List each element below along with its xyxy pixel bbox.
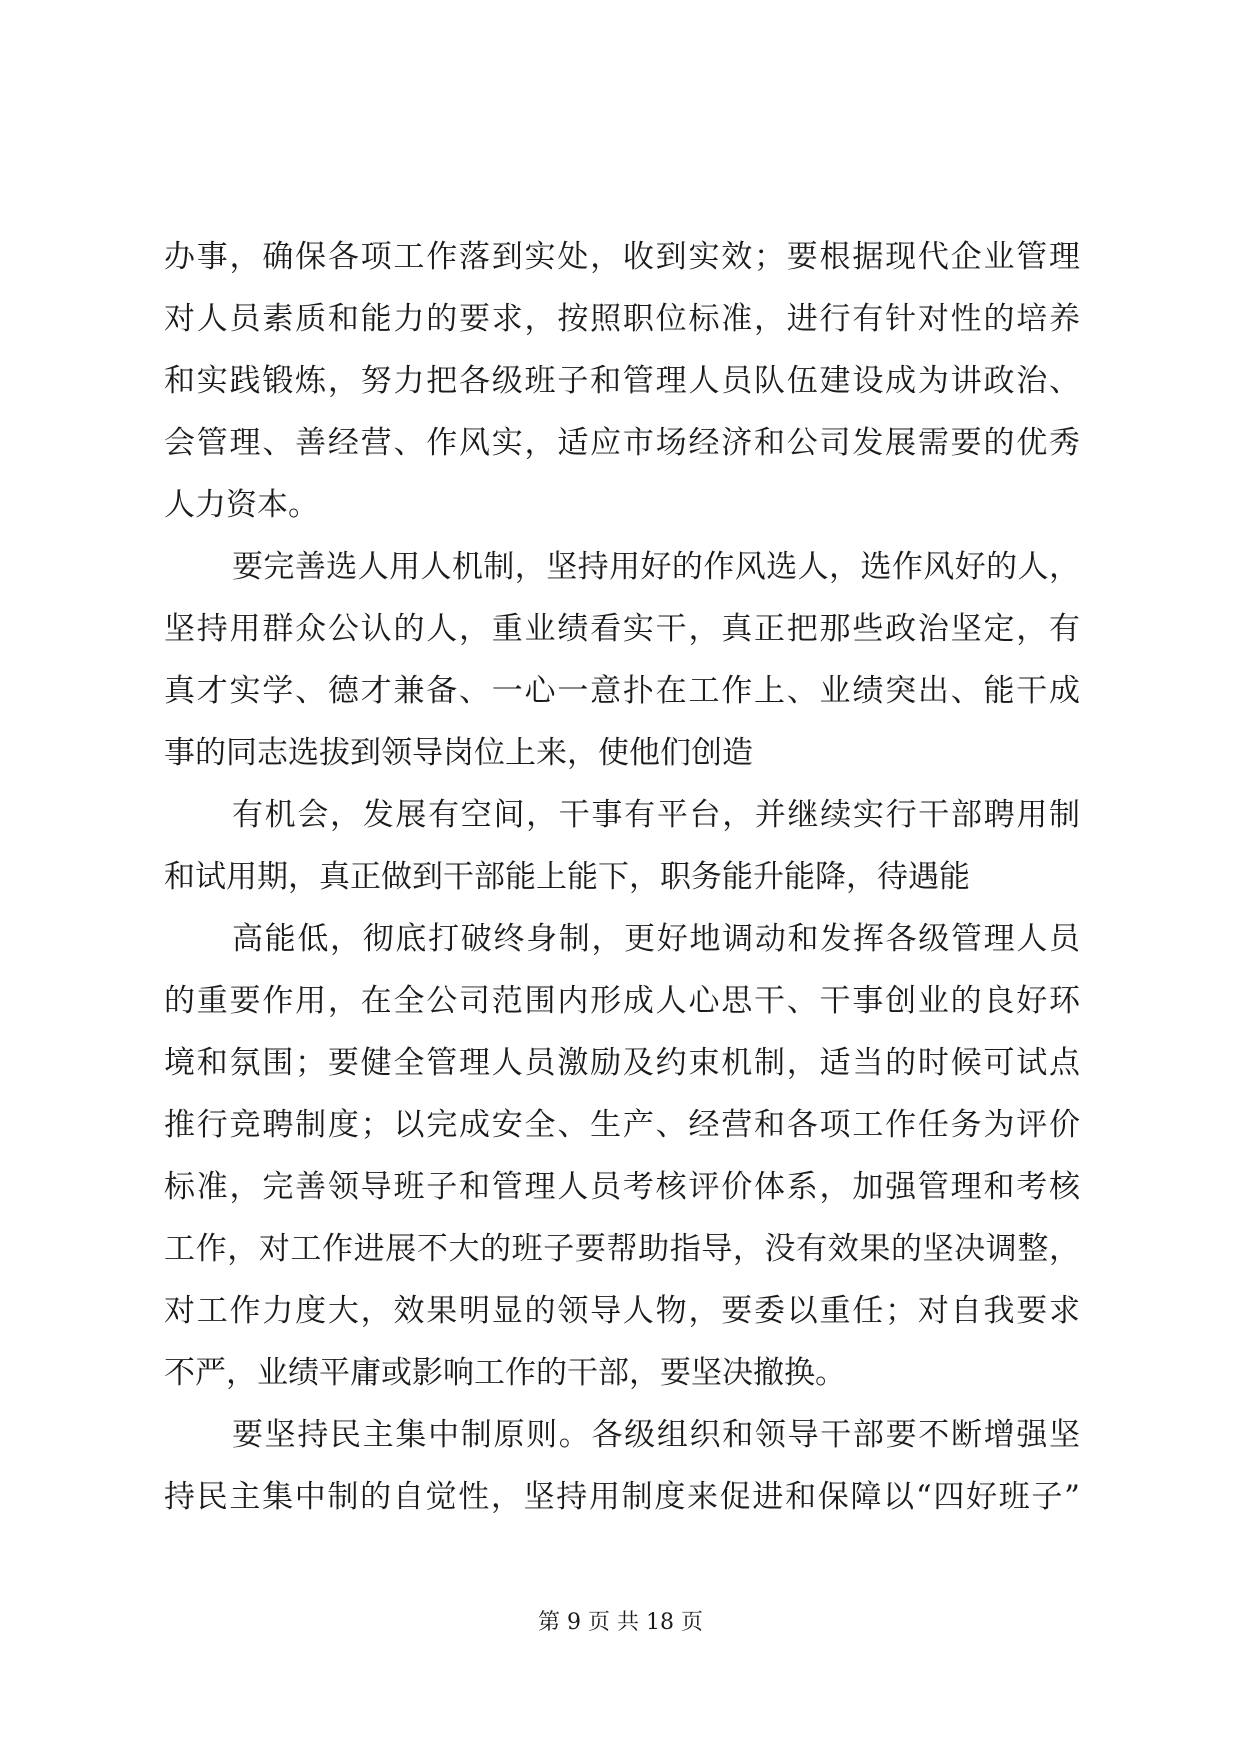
text-line: 境和氛围；要健全管理人员激励及约束机制，适当的时候可试点 <box>164 1045 1080 1081</box>
text-line: 标准，完善领导班子和管理人员考核评价体系，加强管理和考核 <box>164 1169 1080 1205</box>
text-line: 和实践锻炼，努力把各级班子和管理人员队伍建设成为讲政治、 <box>164 363 1080 399</box>
text-line: 对工作力度大，效果明显的领导人物，要委以重任；对自我要求 <box>164 1293 1080 1329</box>
text-line: 事的同志选拔到领导岗位上来，使他们创造 <box>164 735 753 771</box>
page-footer: 第 9 页 共 18 页 <box>538 1610 703 1635</box>
text-line: 推行竞聘制度；以完成安全、生产、经营和各项工作任务为评价 <box>164 1107 1080 1143</box>
text-line: 工作，对工作进展不大的班子要帮助指导，没有效果的坚决调整， <box>164 1231 1080 1267</box>
text-line: 的重要作用，在全公司范围内形成人心思干、干事创业的良好环 <box>164 983 1080 1019</box>
text-line: 要坚持民主集中制原则。各级组织和领导干部要不断增强坚 <box>232 1417 1080 1453</box>
text-line: 高能低，彻底打破终身制，更好地调动和发挥各级管理人员 <box>232 921 1080 957</box>
text-line: 要完善选人用人机制，坚持用好的作风选人，选作风好的人， <box>232 549 1080 585</box>
text-line: 会管理、善经营、作风实，适应市场经济和公司发展需要的优秀 <box>164 425 1080 461</box>
text-line: 不严，业绩平庸或影响工作的干部，要坚决撤换。 <box>164 1355 846 1391</box>
text-line: 对人员素质和能力的要求，按照职位标准，进行有针对性的培养 <box>164 301 1080 337</box>
text-line: 坚持用群众公认的人，重业绩看实干，真正把那些政治坚定，有 <box>164 611 1080 647</box>
text-line: 持民主集中制的自觉性，坚持用制度来促进和保障以“四好班子” <box>164 1479 1080 1515</box>
text-line: 真才实学、德才兼备、一心一意扑在工作上、业绩突出、能干成 <box>164 673 1080 709</box>
text-line: 有机会，发展有空间，干事有平台，并继续实行干部聘用制 <box>232 797 1080 833</box>
text-line: 人力资本。 <box>164 487 319 523</box>
text-line: 办事，确保各项工作落到实处，收到实效；要根据现代企业管理 <box>164 239 1080 275</box>
text-line: 和试用期，真正做到干部能上能下，职务能升能降，待遇能 <box>164 859 970 895</box>
document-body <box>164 226 1080 1528</box>
